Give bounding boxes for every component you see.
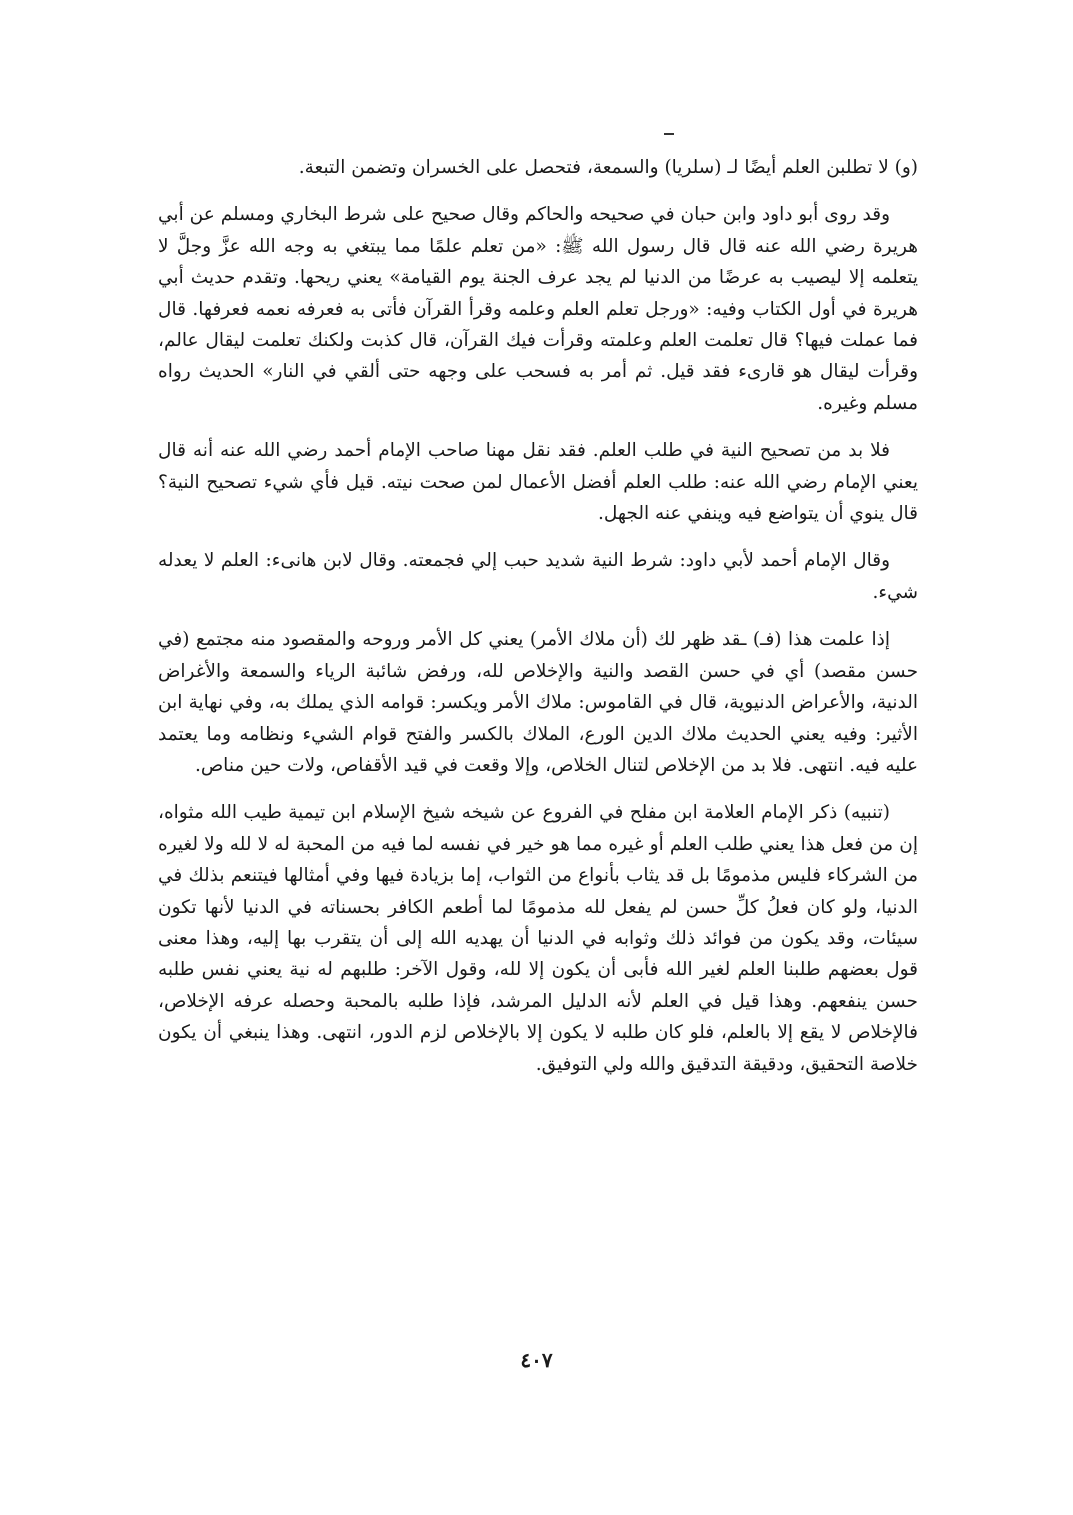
page-number: ٤٠٧	[520, 1348, 553, 1372]
paragraph-1: (و) لا تطلبن العلم أيضًا لـ (سلريا) والسمعة، فتحصل على الخسران وتضمن التبعة.	[298, 157, 918, 178]
paragraph-3: فلا بد من تصحيح النية في طلب العلم. فقد نقل مهنا صاحب الإمام أحمد رضي الله عنه أنه قال يعني الإمام رضي الله عنه: طلب العلم أفضل الأعمال لمن صحت نيته. قيل فأي شيء تصحيح النية؟ قال ينوي أن يتواضع فيه وينفي عنه الجهل.	[158, 440, 918, 525]
paragraph-5: إذا علمت هذا (فـ) ـقد ظهر لك (أن ملاك الأمر) يعني كل الأمر وروحه والمقصود منه مجتمع (في حسن مقصد) أي في حسن القصد والنية والإخلاص لله، ورفض شائبة الرياء والسمعة والأغراض الدنية، والأعراض الدنيوية، قال في القاموس: ملاك الأمر ويكسر: قوامه الذي يملك به، وفي نهاية ابن الأثير: وفيه يعني الحديث ملاك الدين الورع، الملاك بالكسر والفتح قوام الشيء ونظامه وما يعتمد عليه فيه. انتهى. فلا بد من الإخلاص لتنال الخلاص، وإلا وقعت في قيد الأقفاص، ولات حين مناص.	[158, 629, 918, 776]
top-dash-mark	[664, 133, 674, 135]
text-body	[158, 152, 918, 1096]
paragraph-2: وقد روى أبو داود وابن حبان في صحيحه والحاكم وقال صحيح على شرط البخاري ومسلم عن أبي هريرة رضي الله عنه قال قال رسول الله ﷺ: «من تعلم علمًا مما يبتغي به وجه الله عزَّ وجلَّ لا يتعلمه إلا ليصيب به عرضًا من الدنيا لم يجد عرف الجنة يوم القيامة» يعني ريحها. وتقدم حديث أبي هريرة في أول الكتاب وفيه: «ورجل تعلم العلم وعلمه وقرأ القرآن فأتى به فعرفه نعمه فعرفها. قال فما عملت فيها؟ قال تعلمت العلم وعلمته وقرأت فيك القرآن، قال كذبت ولكنك تعلمت ليقال عالم، وقرأت ليقال هو قارىء فقد قيل. ثم أمر به فسحب على وجهه حتى ألقي في النار» الحديث رواه مسلم وغيره.	[158, 204, 918, 414]
paragraph-4: وقال الإمام أحمد لأبي داود: شرط النية شديد حبب إلي فجمعته. وقال لابن هانىء: العلم لا يعدله شيء.	[158, 550, 918, 603]
paragraph-6: (تنبيه) ذكر الإمام العلامة ابن مفلح في الفروع عن شيخه شيخ الإسلام ابن تيمية طيب الله مثواه، إن من فعل هذا يعني طلب العلم أو غيره مما هو خير في نفسه لما فيه من المحبة له لا لله ولا لغيره من الشركاء فليس مذمومًا بل قد يثاب بأنواع من الثواب، إما بزيادة فيها وفي أمثالها فيتنعم بذلك في الدنيا، ولو كان فعلُ كلِّ حسن لم يفعل لله مذمومًا لما أطعم الكافر بحسناته في الدنيا لأنها تكون سيئات، وقد يكون من فوائد ذلك وثوابه في الدنيا أن يهديه الله إلى أن يتقرب بها إليه، وهذا معنى قول بعضهم طلبنا العلم لغير الله فأبى أن يكون إلا لله، وقول الآخر: طلبهم له نية يعني نفس طلبه حسن ينفعهم. وهذا قيل في العلم لأنه الدليل المرشد، فإذا طلبه بالمحبة وحصله عرفه الإخلاص، فالإخلاص لا يقع إلا بالعلم، فلو كان طلبه لا يكون إلا بالإخلاص لزم الدور، انتهى. وهذا ينبغي أن يكون خلاصة التحقيق، ودقيقة التدقيق والله ولي التوفيق.	[158, 802, 918, 1075]
